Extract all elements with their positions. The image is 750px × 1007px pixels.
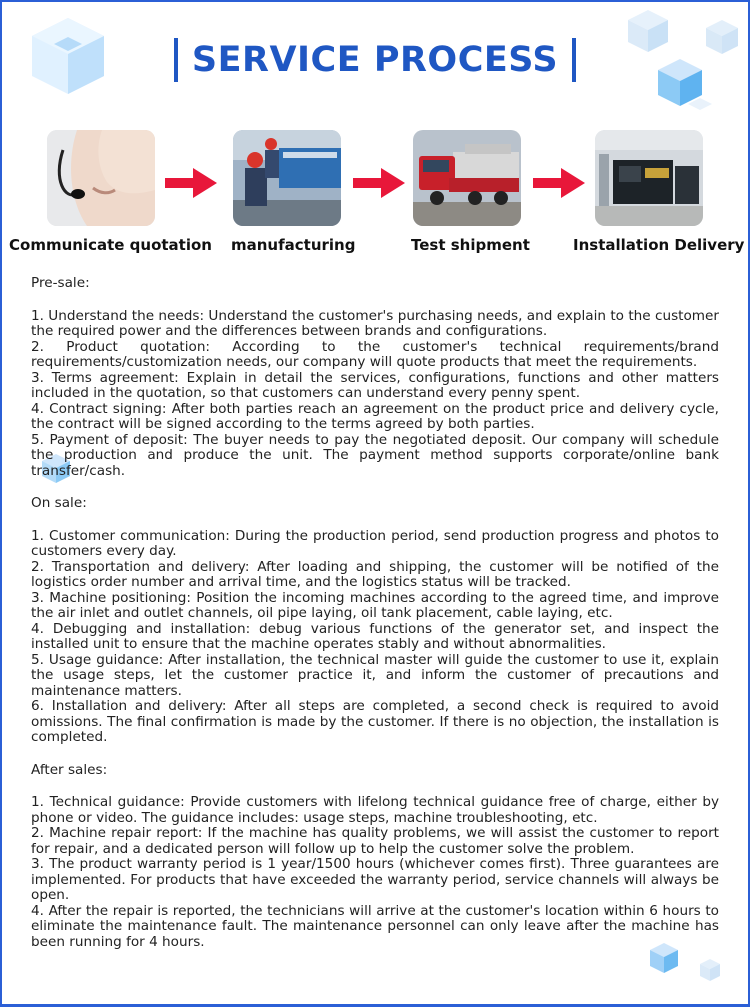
section-heading: On sale: (31, 495, 87, 511)
list-item: 2. Product quotation: According to the customer's technical requirements/brand requirements/customization needs, our company will quote products that meet the requirements. (31, 338, 719, 370)
list-item: 3. Terms agreement: Explain in detail the services, configurations, functions and other matters included in the quotation, so that customers can understand every penny spent. (31, 369, 719, 401)
page-title: SERVICE PROCESS (191, 40, 559, 80)
list-item: 5. Usage guidance: After installation, the technical master will guide the customer to use it, explain the usage steps, let the customer practice it, and inform the customer of precautions and maintenance matters. (31, 651, 719, 699)
red-truck-photo (413, 130, 521, 226)
title-bar-left (174, 38, 178, 82)
list-item: 4. Contract signing: After both parties reach an agreement on the product price and delivery cycle, the contract will be signed according to the terms agreed by both parties. (31, 400, 719, 432)
section-on-sale (31, 496, 719, 746)
list-item: 1. Technical guidance: Provide customers with lifelong technical guidance free of charge, either by phone or video. The guidance includes: usage steps, machine troubleshooting, etc. (31, 794, 719, 826)
list-item: 2. Transportation and delivery: After loading and shipping, the customer will be notified of the logistics order number and arrival time, and the logistics status will be tracked. (31, 558, 719, 590)
page-header (0, 32, 750, 88)
list-item: 5. Payment of deposit: The buyer needs to pay the negotiated deposit. Our company will schedule the production and produce the unit. The payment method supports corporate/online bank transfer/cash. (31, 431, 719, 479)
section-after-sales (31, 763, 719, 951)
step-label: manufacturing (231, 236, 356, 254)
list-item: 4. After the repair is reported, the technicians will arrive at the customer's location within 6 hours to eliminate the maintenance fault. The maintenance personnel can only leave after the machine has been running for 4 hours. (31, 902, 719, 950)
list-item: 6. Installation and delivery: After all steps are completed, a second check is required to avoid omissions. The final confirmation is made by the customer. If there is no objection, the installation is completed. (31, 698, 719, 745)
step-installation-delivery (573, 130, 745, 254)
step-communicate-quotation (9, 130, 212, 254)
section-heading: After sales: (31, 761, 108, 778)
step-label: Communicate quotation (9, 236, 212, 254)
list-item: 3. The product warranty period is 1 year/1500 hours (whichever comes first). Three guarantees are implemented. For products that have exceeded the warranty period, service channels will always be open. (31, 856, 719, 903)
step-test-shipment (411, 130, 530, 254)
arrow-right-icon (533, 168, 585, 198)
list-item: 1. Customer communication: During the production period, send production progress and photos to customers every day. (31, 527, 719, 559)
section-pre-sale (31, 276, 719, 479)
list-item: 1. Understand the needs: Understand the customer's purchasing needs, and explain to the customer the required power and the differences between brands and configurations. (31, 307, 719, 339)
headset-agent-photo (47, 130, 155, 226)
service-process-content (31, 276, 719, 967)
arrow-right-icon (165, 168, 217, 198)
title-bar-right (572, 38, 576, 82)
list-item: 4. Debugging and installation: debug various functions of the generator set, and inspect the installed unit to ensure that the machine operates stably and without abnormalities. (31, 620, 719, 652)
step-label: Test shipment (411, 236, 530, 254)
step-label: Installation Delivery (573, 236, 745, 254)
section-heading: Pre-sale: (31, 275, 90, 291)
arrow-right-icon (353, 168, 405, 198)
generator-room-photo (595, 130, 703, 226)
list-item: 2. Machine repair report: If the machine has quality problems, we will assist the customer to report for repair, and a dedicated person will follow up to help the customer solve the problem. (31, 825, 719, 857)
factory-workers-photo (233, 130, 341, 226)
list-item: 3. Machine positioning: Position the incoming machines according to the agreed time, and improve the air inlet and outlet channels, oil pipe laying, oil tank placement, cable laying, etc. (31, 589, 719, 621)
step-manufacturing (231, 130, 356, 254)
